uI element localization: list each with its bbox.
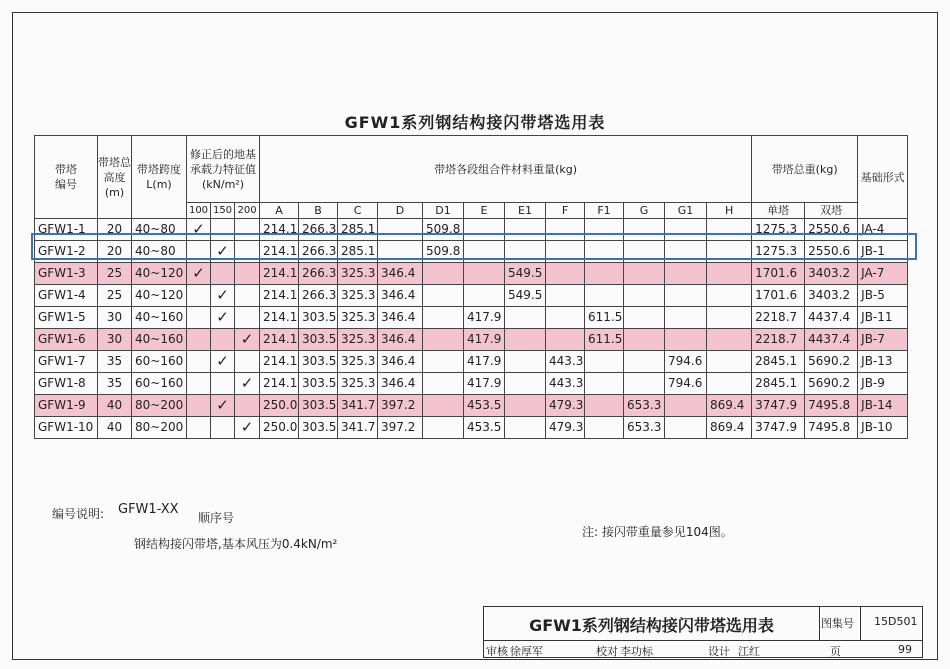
cell-a: 250.0 — [260, 395, 299, 417]
cell-code: GFW1-4 — [35, 285, 98, 307]
table-row — [35, 307, 908, 329]
page-label: 页 — [830, 645, 841, 658]
cell-height: 40 — [98, 395, 132, 417]
table-row — [35, 373, 908, 395]
cell-d1 — [423, 285, 464, 307]
cell-h — [707, 307, 752, 329]
cell-bearing-check — [187, 373, 211, 395]
header-double: 双塔 — [805, 203, 858, 219]
cell-single: 1275.3 — [752, 219, 805, 241]
header-col-h: H — [707, 203, 752, 219]
cell-bearing-check — [211, 263, 235, 285]
header-bearing: 修正后的地基承载力特征值(kN/m²) — [187, 136, 260, 203]
cell-h — [707, 263, 752, 285]
header-col-g1: G1 — [665, 203, 707, 219]
cell-code: GFW1-6 — [35, 329, 98, 351]
cell-e: 453.5 — [464, 417, 505, 439]
code-note-desc: 钢结构接闪带塔,基本风压为0.4kN/m² — [134, 537, 338, 551]
header-col-c: C — [338, 203, 378, 219]
cell-a: 214.1 — [260, 329, 299, 351]
cell-h: 869.4 — [707, 395, 752, 417]
cell-fnd: JB-13 — [858, 351, 908, 373]
cell-height: 25 — [98, 263, 132, 285]
cell-height: 30 — [98, 307, 132, 329]
header-total: 带塔总重(kg) — [752, 136, 858, 203]
cell-span: 80~200 — [132, 417, 187, 439]
cell-h — [707, 285, 752, 307]
cell-f — [546, 285, 585, 307]
cell-code: GFW1-2 — [35, 241, 98, 263]
cell-g — [624, 307, 665, 329]
cell-code: GFW1-10 — [35, 417, 98, 439]
table-title: GFW1系列钢结构接闪带塔选用表 — [344, 113, 606, 132]
header-col-e_sub: E — [464, 203, 505, 219]
cell-g1 — [665, 285, 707, 307]
cell-c: 285.1 — [338, 241, 378, 263]
cell-double: 7495.8 — [805, 417, 858, 439]
cell-bearing-check — [187, 395, 211, 417]
code-note-code: GFW1-XX — [118, 502, 179, 517]
header-code: 带塔 编号 — [35, 136, 98, 219]
cell-bearing-check: ✓ — [211, 241, 235, 263]
cell-g — [624, 373, 665, 395]
cell-double: 3403.2 — [805, 263, 858, 285]
cell-double: 4437.4 — [805, 329, 858, 351]
cell-f1: 611.5 — [585, 307, 624, 329]
cell-double: 2550.6 — [805, 219, 858, 241]
cell-c: 325.3 — [338, 329, 378, 351]
cell-fnd: JB-5 — [858, 285, 908, 307]
cell-e1 — [505, 395, 546, 417]
cell-b: 266.3 — [299, 219, 338, 241]
cell-b: 303.5 — [299, 417, 338, 439]
cell-a: 214.1 — [260, 219, 299, 241]
cell-h — [707, 373, 752, 395]
header-b100: 100 — [187, 203, 211, 219]
cell-d1 — [423, 417, 464, 439]
cell-bearing-check — [187, 329, 211, 351]
cell-single: 2845.1 — [752, 373, 805, 395]
cell-b: 303.5 — [299, 351, 338, 373]
header-col-b: B — [299, 203, 338, 219]
cell-c: 341.7 — [338, 417, 378, 439]
check-label: 校对 — [596, 645, 618, 658]
atlas-number: 15D501 — [874, 615, 918, 628]
header-b150: 150 — [211, 203, 235, 219]
header-col-d1: D1 — [423, 203, 464, 219]
cell-e1: 549.5 — [505, 285, 546, 307]
cell-bearing-check: ✓ — [211, 395, 235, 417]
table-row — [35, 329, 908, 351]
cell-bearing-check: ✓ — [211, 285, 235, 307]
cell-bearing-check — [235, 263, 260, 285]
cell-bearing-check — [235, 307, 260, 329]
cell-code: GFW1-5 — [35, 307, 98, 329]
cell-code: GFW1-3 — [35, 263, 98, 285]
cell-double: 2550.6 — [805, 241, 858, 263]
cell-f: 443.3 — [546, 373, 585, 395]
cell-bearing-check: ✓ — [211, 351, 235, 373]
header-col-g_sub: G — [624, 203, 665, 219]
table-row — [35, 285, 908, 307]
cell-height: 35 — [98, 373, 132, 395]
cell-span: 40~120 — [132, 285, 187, 307]
cell-bearing-check — [211, 373, 235, 395]
cell-d: 346.4 — [378, 263, 423, 285]
selection-highlight — [31, 233, 917, 260]
cell-e1 — [505, 417, 546, 439]
code-note — [52, 502, 338, 551]
cell-c: 325.3 — [338, 307, 378, 329]
cell-e — [464, 285, 505, 307]
cell-single: 2218.7 — [752, 329, 805, 351]
atlas-label: 图集号 — [821, 617, 854, 630]
cell-bearing-check — [187, 307, 211, 329]
cell-bearing-check — [235, 395, 260, 417]
cell-e: 453.5 — [464, 395, 505, 417]
cell-f — [546, 263, 585, 285]
cell-g1: 794.6 — [665, 373, 707, 395]
cell-a: 214.1 — [260, 351, 299, 373]
cell-d1 — [423, 263, 464, 285]
cell-b: 303.5 — [299, 373, 338, 395]
cell-bearing-check — [187, 417, 211, 439]
cell-d: 346.4 — [378, 285, 423, 307]
cell-code: GFW1-7 — [35, 351, 98, 373]
cell-b: 266.3 — [299, 241, 338, 263]
cell-fnd: JB-9 — [858, 373, 908, 395]
cell-bearing-check: ✓ — [235, 373, 260, 395]
header-col-a: A — [260, 203, 299, 219]
cell-single: 1701.6 — [752, 285, 805, 307]
cell-c: 341.7 — [338, 395, 378, 417]
header-single: 单塔 — [752, 203, 805, 219]
header-col-d_sub: D — [378, 203, 423, 219]
header-col-e1: E1 — [505, 203, 546, 219]
cell-c: 325.3 — [338, 263, 378, 285]
cell-g — [624, 285, 665, 307]
cell-bearing-check: ✓ — [211, 307, 235, 329]
cell-b: 303.5 — [299, 395, 338, 417]
cell-b: 266.3 — [299, 263, 338, 285]
cell-b: 303.5 — [299, 307, 338, 329]
cell-fnd: JB-10 — [858, 417, 908, 439]
cell-height: 35 — [98, 351, 132, 373]
cell-double: 4437.4 — [805, 307, 858, 329]
cell-e1 — [505, 373, 546, 395]
review-label: 审核 — [486, 645, 508, 658]
cell-f: 479.3 — [546, 417, 585, 439]
cell-g1: 794.6 — [665, 351, 707, 373]
code-note-label: 编号说明: — [52, 507, 105, 521]
cell-code: GFW1-1 — [35, 219, 98, 241]
cell-fnd: JB-11 — [858, 307, 908, 329]
cell-span: 40~80 — [132, 219, 187, 241]
cell-bearing-check — [187, 285, 211, 307]
cell-d1 — [423, 351, 464, 373]
checker-name: 李功标 — [620, 645, 653, 658]
header-height: 带塔总高度(m) — [98, 136, 132, 219]
cell-code: GFW1-8 — [35, 373, 98, 395]
cell-single: 2218.7 — [752, 307, 805, 329]
cell-e1: 549.5 — [505, 263, 546, 285]
cell-bearing-check: ✓ — [235, 417, 260, 439]
designer-name: 江红 — [738, 645, 760, 658]
cell-g1 — [665, 307, 707, 329]
cell-f1 — [585, 417, 624, 439]
cell-code: GFW1-9 — [35, 395, 98, 417]
cell-span: 40~160 — [132, 329, 187, 351]
cell-span: 80~200 — [132, 395, 187, 417]
table-row — [35, 417, 908, 439]
cell-e1 — [505, 351, 546, 373]
cell-double: 7495.8 — [805, 395, 858, 417]
cell-f1 — [585, 395, 624, 417]
cell-d1 — [423, 373, 464, 395]
cell-span: 60~160 — [132, 351, 187, 373]
cell-fnd: JA-7 — [858, 263, 908, 285]
cell-height: 30 — [98, 329, 132, 351]
cell-e: 417.9 — [464, 373, 505, 395]
cell-g1 — [665, 417, 707, 439]
cell-span: 40~80 — [132, 241, 187, 263]
cell-g1 — [665, 263, 707, 285]
cell-e: 417.9 — [464, 329, 505, 351]
cell-a: 250.0 — [260, 417, 299, 439]
cell-d: 346.4 — [378, 307, 423, 329]
cell-c: 325.3 — [338, 373, 378, 395]
header-b200: 200 — [235, 203, 260, 219]
cell-bearing-check — [211, 329, 235, 351]
cell-c: 325.3 — [338, 285, 378, 307]
cell-f1: 611.5 — [585, 329, 624, 351]
cell-fnd: JB-14 — [858, 395, 908, 417]
header-col-f1: F1 — [585, 203, 624, 219]
cell-e: 417.9 — [464, 351, 505, 373]
cell-span: 60~160 — [132, 373, 187, 395]
cell-f — [546, 307, 585, 329]
cell-e1 — [505, 329, 546, 351]
code-note-seq: 顺序号 — [198, 511, 235, 525]
header-span: 带塔跨度L(m) — [132, 136, 187, 219]
table-row — [35, 351, 908, 373]
cell-e: 417.9 — [464, 307, 505, 329]
cell-single: 1701.6 — [752, 263, 805, 285]
cell-fnd: JA-4 — [858, 219, 908, 241]
cell-a: 214.1 — [260, 241, 299, 263]
reviewer-name: 徐厚军 — [510, 645, 543, 658]
cell-d1 — [423, 329, 464, 351]
cell-double: 5690.2 — [805, 351, 858, 373]
table-row — [35, 395, 908, 417]
cell-single: 3747.9 — [752, 395, 805, 417]
cell-f1 — [585, 285, 624, 307]
cell-fnd: JB-7 — [858, 329, 908, 351]
cell-h — [707, 329, 752, 351]
cell-f — [546, 329, 585, 351]
titleblock-title: GFW1系列钢结构接闪带塔选用表 — [529, 616, 774, 635]
cell-f: 479.3 — [546, 395, 585, 417]
cell-g1 — [665, 329, 707, 351]
cell-bearing-check — [187, 351, 211, 373]
cell-e — [464, 263, 505, 285]
cell-bearing-check: ✓ — [235, 329, 260, 351]
cell-d1 — [423, 307, 464, 329]
table-row — [35, 263, 908, 285]
cell-span: 40~160 — [132, 307, 187, 329]
cell-g — [624, 263, 665, 285]
cell-g: 653.3 — [624, 417, 665, 439]
header-weights: 带塔各段组合件材料重量(kg) — [260, 136, 752, 203]
cell-single: 1275.3 — [752, 241, 805, 263]
cell-d1 — [423, 395, 464, 417]
header-foundation: 基础形式 — [858, 136, 908, 219]
cell-d1: 509.8 — [423, 241, 464, 263]
cell-bearing-check — [235, 285, 260, 307]
title-block — [483, 606, 923, 658]
cell-a: 214.1 — [260, 373, 299, 395]
cell-bearing-check — [211, 417, 235, 439]
weight-note: 注: 接闪带重量参见104图。 — [582, 525, 733, 539]
cell-d: 346.4 — [378, 351, 423, 373]
cell-d1: 509.8 — [423, 219, 464, 241]
cell-bearing-check: ✓ — [187, 263, 211, 285]
cell-h: 869.4 — [707, 417, 752, 439]
header-row-1 — [35, 136, 908, 203]
cell-h — [707, 351, 752, 373]
cell-a: 214.1 — [260, 307, 299, 329]
page-number: 99 — [898, 643, 912, 656]
cell-d: 346.4 — [378, 329, 423, 351]
cell-double: 5690.2 — [805, 373, 858, 395]
cell-height: 20 — [98, 219, 132, 241]
cell-a: 214.1 — [260, 263, 299, 285]
cell-single: 3747.9 — [752, 417, 805, 439]
cell-d: 397.2 — [378, 417, 423, 439]
cell-d: 397.2 — [378, 395, 423, 417]
cell-height: 25 — [98, 285, 132, 307]
cell-height: 20 — [98, 241, 132, 263]
header-col-f_sub: F — [546, 203, 585, 219]
cell-g1 — [665, 395, 707, 417]
cell-bearing-check: ✓ — [187, 219, 211, 241]
cell-g — [624, 351, 665, 373]
cell-c: 285.1 — [338, 219, 378, 241]
cell-g: 653.3 — [624, 395, 665, 417]
cell-span: 40~120 — [132, 263, 187, 285]
design-label: 设计 — [708, 645, 730, 658]
cell-a: 214.1 — [260, 285, 299, 307]
cell-e1 — [505, 307, 546, 329]
cell-f: 443.3 — [546, 351, 585, 373]
cell-d: 346.4 — [378, 373, 423, 395]
selection-table — [34, 135, 908, 439]
cell-b: 303.5 — [299, 329, 338, 351]
cell-f1 — [585, 263, 624, 285]
cell-g — [624, 329, 665, 351]
cell-fnd: JB-1 — [858, 241, 908, 263]
cell-double: 3403.2 — [805, 285, 858, 307]
cell-bearing-check — [235, 351, 260, 373]
cell-b: 266.3 — [299, 285, 338, 307]
cell-f1 — [585, 373, 624, 395]
cell-single: 2845.1 — [752, 351, 805, 373]
cell-c: 325.3 — [338, 351, 378, 373]
cell-f1 — [585, 351, 624, 373]
cell-height: 40 — [98, 417, 132, 439]
